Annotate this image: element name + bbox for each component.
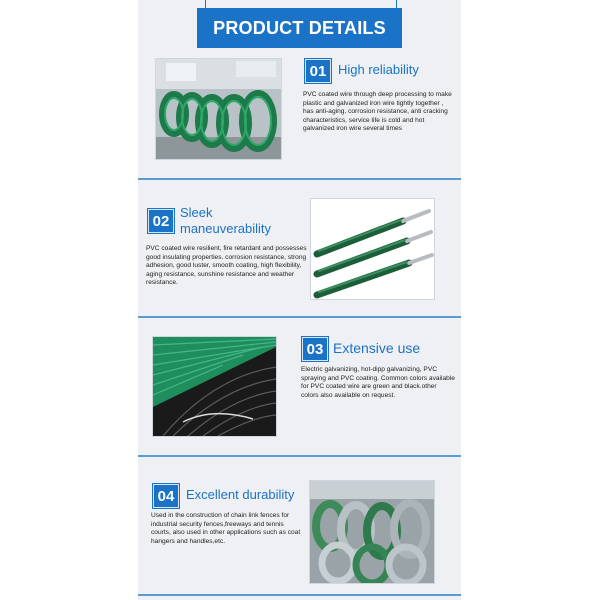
coated-wire-strands-photo [310,198,435,300]
wire-bundles-warehouse-photo [309,480,435,584]
section-text-04: Used in the construction of chain link fences for industrial security fences,freeways and tennis courts, also used in other applications such as coat hangers and handles,etc. [151,512,301,545]
section-number-01: 01 [305,59,331,83]
green-wire-coils-photo [155,58,282,160]
section-title-03: Extensive use [333,340,421,356]
section-divider [138,455,461,457]
green-and-black-wire-photo [152,336,277,437]
product-details-banner: PRODUCT DETAILS [197,8,402,48]
section-title-01: High reliability [338,62,419,77]
section-text-02: PVC coated wire resilient, fire retardant and possesses good insulating properties. corrosion resistance, strong adhesion, good luster, smooth coating, high flexibility, aging resistance, sunshine resistance and weather resistance. [146,245,307,287]
section-divider [138,178,461,180]
section-number-03: 03 [302,337,328,361]
section-divider [138,316,461,318]
section-text-03: Electric galvanizing, hot-dipp galvanizing, PVC spraying and PVC coating. Common colors available for PVC coated wire are green and black.other colors also available on request. [301,366,455,399]
section-title-02-line2: maneuverability [180,221,272,236]
section-title-04: Excellent durability [186,487,295,502]
section-number-04: 04 [153,484,179,508]
section-number-02: 02 [148,209,174,233]
section-text-01: PVC coated wire through deep processing to make plastic and galvanized iron wire tightly together , has anti-aging, corrosion resistance, anti cracking characteristics, service life is cold and hot galvanized iron wire several times [303,91,452,133]
section-divider [138,594,461,596]
section-title-02-line1: Sleek [180,205,213,220]
